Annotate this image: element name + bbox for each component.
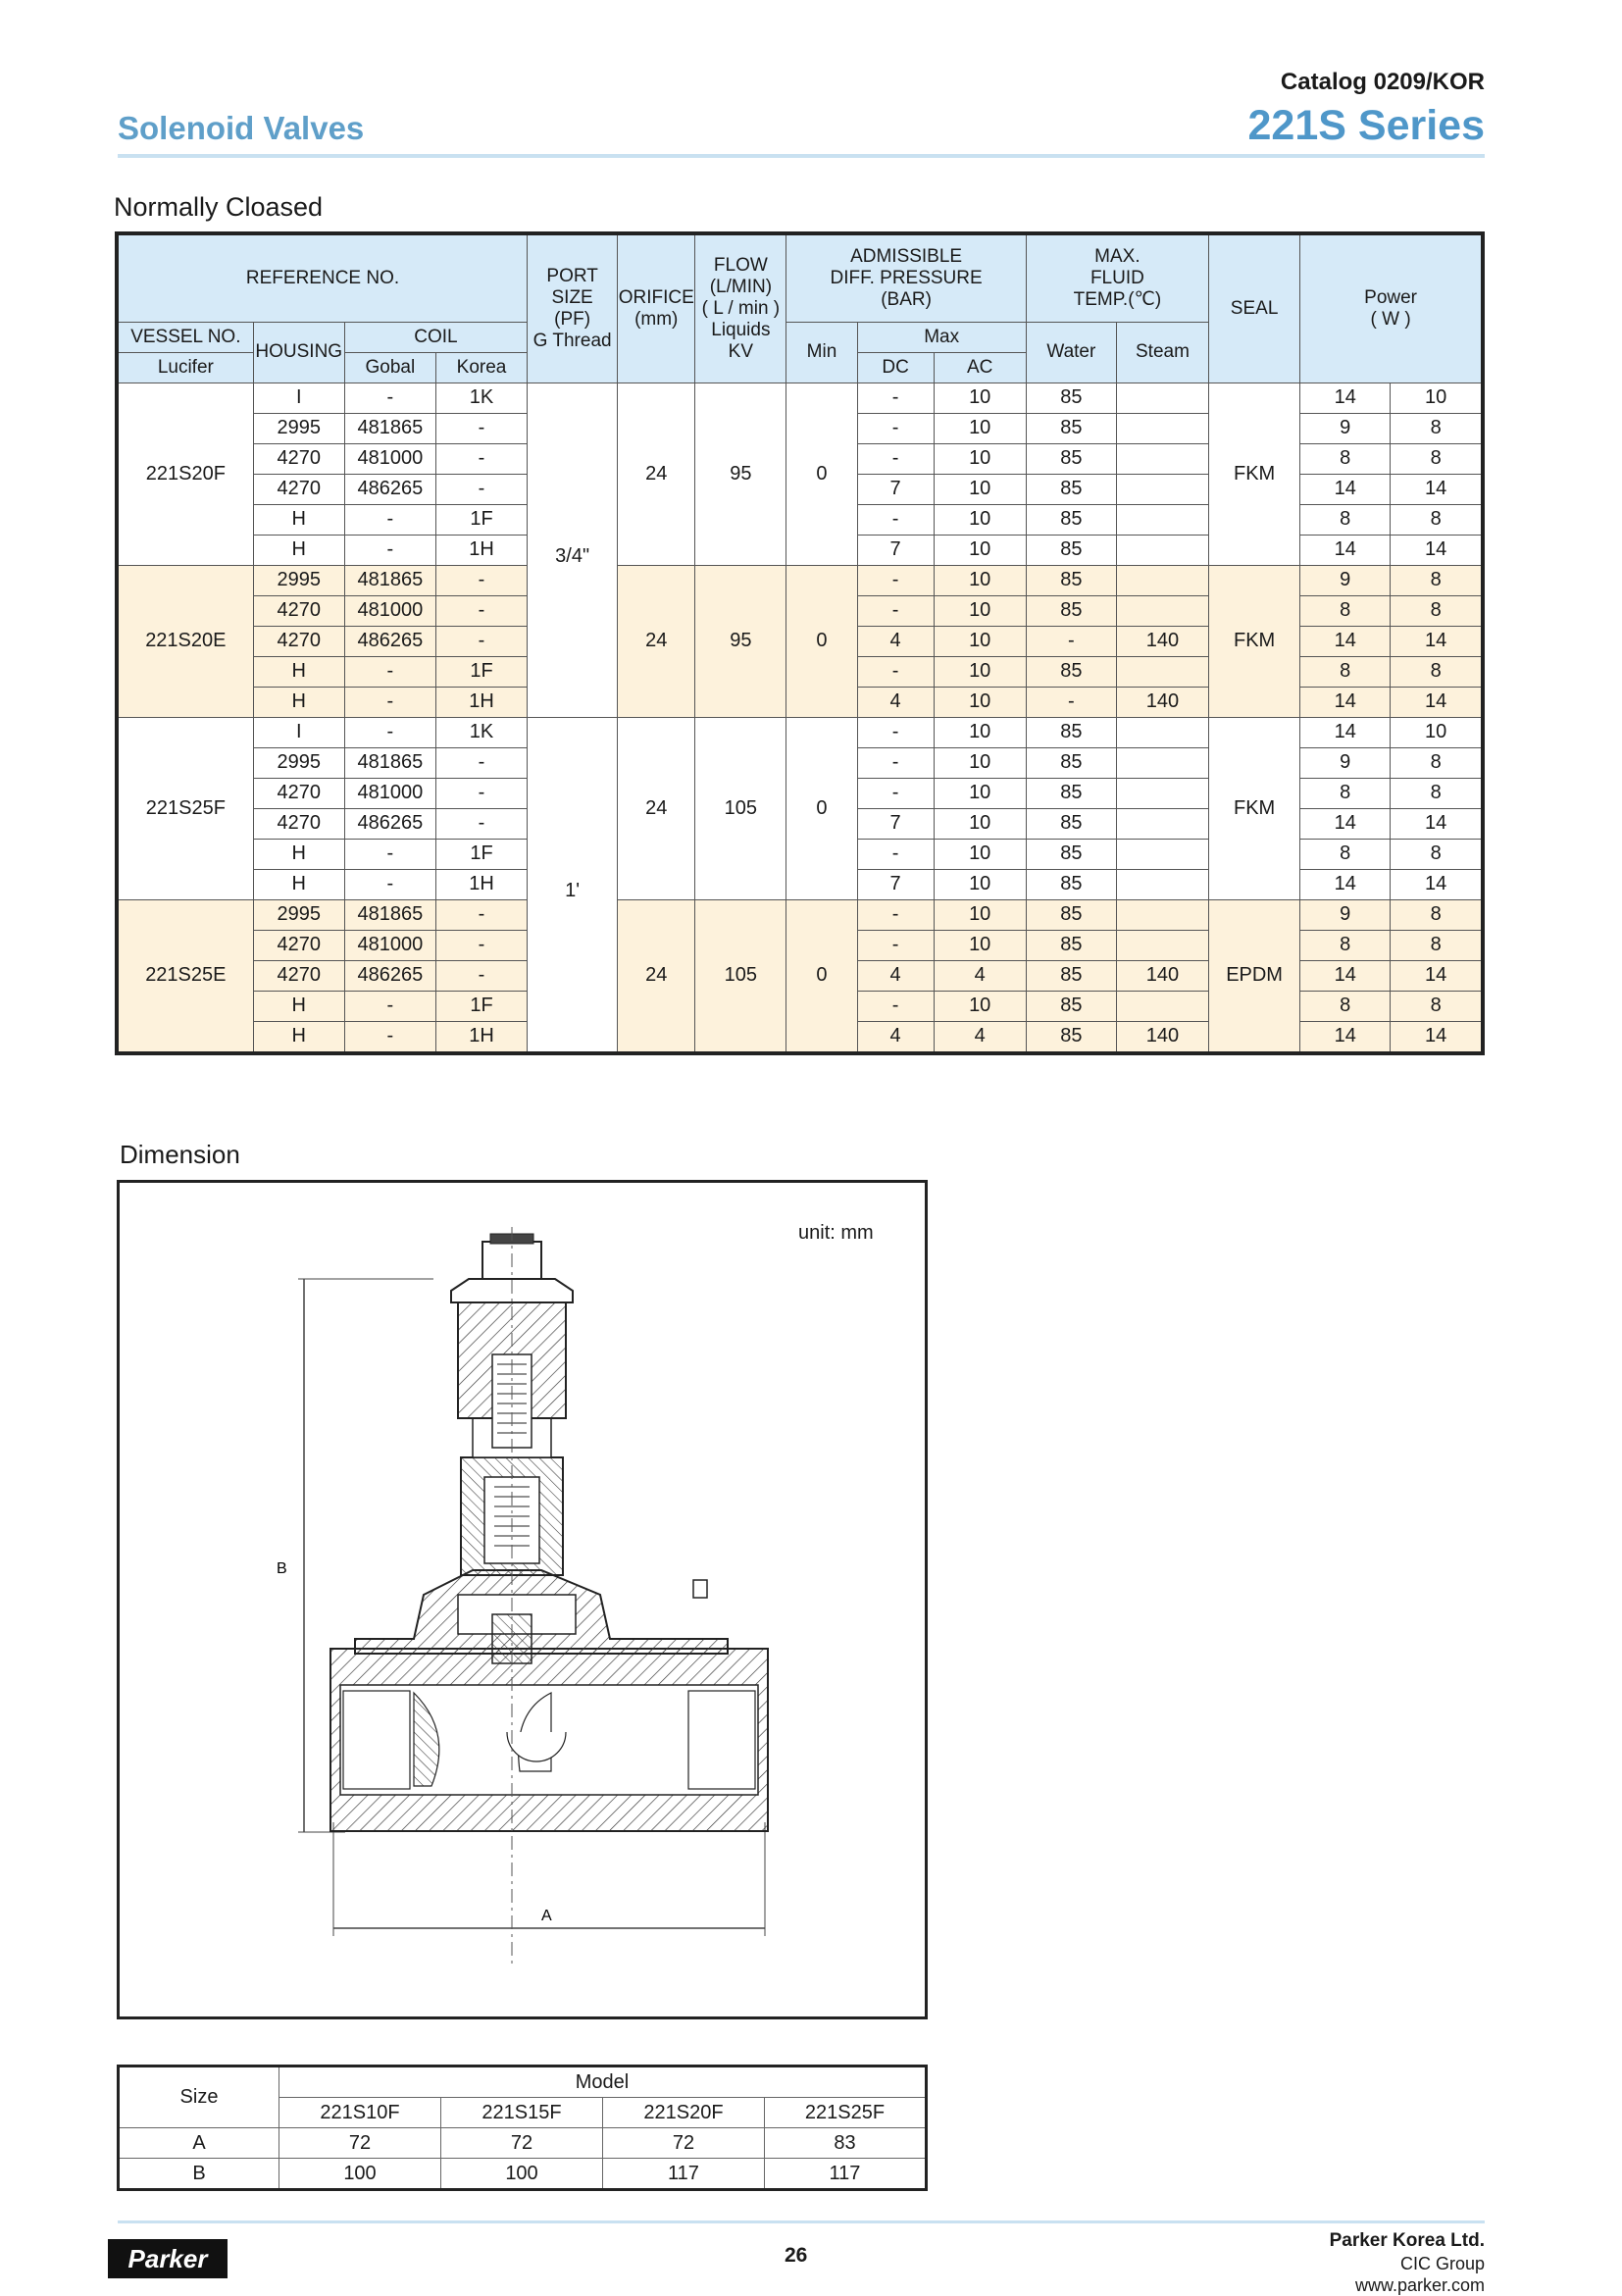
coil-korea-cell: 1F xyxy=(435,991,527,1021)
temp-water-cell: 85 xyxy=(1026,565,1116,595)
housing-cell: H xyxy=(253,687,344,717)
coil-gobal-cell: 481000 xyxy=(344,595,435,626)
housing-cell: H xyxy=(253,869,344,899)
coil-korea-cell: 1F xyxy=(435,656,527,687)
coil-gobal-cell: - xyxy=(344,717,435,747)
temp-steam-cell xyxy=(1116,413,1208,443)
temp-water-cell: 85 xyxy=(1026,413,1116,443)
unit-label: unit: mm xyxy=(798,1222,874,1244)
coil-korea-cell: 1K xyxy=(435,383,527,413)
temp-water-cell: 85 xyxy=(1026,747,1116,778)
coil-gobal-cell: - xyxy=(344,1021,435,1053)
cell-value: 72 xyxy=(441,2128,603,2159)
coil-korea-cell: - xyxy=(435,930,527,960)
table-row xyxy=(117,717,1483,747)
temp-water-cell: 85 xyxy=(1026,383,1116,413)
coil-korea-cell: - xyxy=(435,808,527,839)
coil-korea-cell: - xyxy=(435,474,527,504)
header-vessel-no: VESSEL NO. xyxy=(117,322,253,352)
company-group: CIC Group xyxy=(1399,2254,1485,2273)
row-label: A xyxy=(119,2128,279,2159)
company-url: www.parker.com xyxy=(1354,2275,1485,2295)
header-gobal: Gobal xyxy=(344,352,435,383)
port-size xyxy=(528,383,618,717)
coil-korea-cell: 1H xyxy=(435,1021,527,1053)
coil-gobal-cell: 481865 xyxy=(344,747,435,778)
pressure-ac-cell: 10 xyxy=(934,474,1026,504)
power-dc-cell: 8 xyxy=(1300,504,1391,535)
power-ac-cell: 8 xyxy=(1391,899,1483,930)
pressure-min: 0 xyxy=(786,899,857,1053)
housing-cell: I xyxy=(253,717,344,747)
cell-value: 100 xyxy=(279,2159,441,2190)
temp-steam-cell xyxy=(1116,595,1208,626)
power-ac-cell: 14 xyxy=(1391,808,1483,839)
coil-gobal-cell: 481000 xyxy=(344,443,435,474)
header-coil: COIL xyxy=(344,322,527,352)
temp-steam-cell: 140 xyxy=(1116,1021,1208,1053)
power-dc-cell: 9 xyxy=(1300,565,1391,595)
pressure-dc-cell: - xyxy=(857,383,934,413)
coil-korea-cell: - xyxy=(435,413,527,443)
pressure-ac-cell: 10 xyxy=(934,930,1026,960)
dimension-title: Dimension xyxy=(120,1140,240,1169)
temp-steam-cell xyxy=(1116,747,1208,778)
header-orifice: ORIFICE (mm) xyxy=(618,233,695,383)
pressure-dc-cell: - xyxy=(857,899,934,930)
pressure-ac-cell: 10 xyxy=(934,656,1026,687)
temp-water-cell: - xyxy=(1026,687,1116,717)
housing-cell: 2995 xyxy=(253,565,344,595)
header-korea: Korea xyxy=(435,352,527,383)
header-housing: HOUSING xyxy=(253,322,344,383)
power-ac-cell: 8 xyxy=(1391,991,1483,1021)
pressure-dc-cell: 4 xyxy=(857,626,934,656)
housing-cell: 4270 xyxy=(253,960,344,991)
pressure-dc-cell: 7 xyxy=(857,808,934,839)
header-flow: FLOW (L/MIN) ( L / min ) Liquids KV xyxy=(695,233,786,383)
housing-cell: 4270 xyxy=(253,595,344,626)
pressure-dc-cell: - xyxy=(857,778,934,808)
parker-logo: Parker xyxy=(108,2239,228,2278)
coil-korea-cell: 1H xyxy=(435,869,527,899)
header-steam: Steam xyxy=(1116,322,1208,383)
power-ac-cell: 14 xyxy=(1391,869,1483,899)
seal: FKM xyxy=(1209,717,1300,899)
power-ac-cell: 8 xyxy=(1391,443,1483,474)
temp-steam-cell: 140 xyxy=(1116,687,1208,717)
page-number: 26 xyxy=(785,2244,808,2267)
pressure-ac-cell: 10 xyxy=(934,687,1026,717)
pressure-ac-cell: 10 xyxy=(934,443,1026,474)
power-ac-cell: 14 xyxy=(1391,535,1483,565)
vessel-no: 221S20E xyxy=(117,565,253,717)
coil-korea-cell: - xyxy=(435,595,527,626)
series-title: 221S Series xyxy=(1247,102,1485,149)
row-label: B xyxy=(119,2159,279,2190)
power-dc-cell: 8 xyxy=(1300,778,1391,808)
temp-steam-cell xyxy=(1116,839,1208,869)
coil-korea-cell: - xyxy=(435,899,527,930)
temp-steam-cell xyxy=(1116,443,1208,474)
pressure-min: 0 xyxy=(786,717,857,899)
dimension-row-a xyxy=(119,2128,927,2159)
seal: EPDM xyxy=(1209,899,1300,1053)
housing-cell: H xyxy=(253,656,344,687)
temp-water-cell: 85 xyxy=(1026,717,1116,747)
coil-korea-cell: - xyxy=(435,443,527,474)
pressure-dc-cell: - xyxy=(857,443,934,474)
temp-water-cell: 85 xyxy=(1026,808,1116,839)
power-dc-cell: 14 xyxy=(1300,535,1391,565)
table-row xyxy=(117,383,1483,413)
document-title: Solenoid Valves xyxy=(118,110,365,146)
coil-gobal-cell: 486265 xyxy=(344,960,435,991)
footer-divider xyxy=(118,2220,1485,2223)
cell-value: 83 xyxy=(765,2128,927,2159)
temp-steam-cell xyxy=(1116,899,1208,930)
power-dc-cell: 9 xyxy=(1300,899,1391,930)
model-name: 221S10F xyxy=(279,2098,441,2128)
coil-gobal-cell: - xyxy=(344,656,435,687)
coil-korea-cell: 1H xyxy=(435,535,527,565)
coil-korea-cell: 1H xyxy=(435,687,527,717)
housing-cell: I xyxy=(253,383,344,413)
port-size xyxy=(528,717,618,1053)
dimension-label-a: A xyxy=(541,1908,552,1924)
coil-gobal-cell: 486265 xyxy=(344,808,435,839)
temp-water-cell: - xyxy=(1026,626,1116,656)
power-ac-cell: 8 xyxy=(1391,839,1483,869)
header-seal: SEAL xyxy=(1209,233,1300,383)
pressure-ac-cell: 10 xyxy=(934,747,1026,778)
flow-kv: 105 xyxy=(695,899,786,1053)
coil-gobal-cell: - xyxy=(344,383,435,413)
power-dc-cell: 14 xyxy=(1300,383,1391,413)
pressure-dc-cell: 4 xyxy=(857,960,934,991)
housing-cell: 4270 xyxy=(253,778,344,808)
pressure-ac-cell: 10 xyxy=(934,839,1026,869)
temp-water-cell: 85 xyxy=(1026,899,1116,930)
temp-steam-cell xyxy=(1116,869,1208,899)
housing-cell: 4270 xyxy=(253,474,344,504)
pressure-ac-cell: 10 xyxy=(934,383,1026,413)
coil-gobal-cell: 486265 xyxy=(344,626,435,656)
pressure-ac-cell: 10 xyxy=(934,899,1026,930)
power-ac-cell: 8 xyxy=(1391,595,1483,626)
pressure-dc-cell: 7 xyxy=(857,474,934,504)
power-dc-cell: 14 xyxy=(1300,869,1391,899)
temp-water-cell: 85 xyxy=(1026,839,1116,869)
orifice: 24 xyxy=(618,383,695,565)
pressure-ac-cell: 10 xyxy=(934,413,1026,443)
temp-steam-cell xyxy=(1116,930,1208,960)
power-ac-cell: 14 xyxy=(1391,1021,1483,1053)
power-ac-cell: 14 xyxy=(1391,687,1483,717)
flow-kv: 95 xyxy=(695,565,786,717)
coil-gobal-cell: 481865 xyxy=(344,413,435,443)
housing-cell: H xyxy=(253,991,344,1021)
pressure-min: 0 xyxy=(786,565,857,717)
temp-steam-cell xyxy=(1116,383,1208,413)
temp-water-cell: 85 xyxy=(1026,504,1116,535)
temp-water-cell: 85 xyxy=(1026,656,1116,687)
header-divider xyxy=(118,154,1485,158)
power-dc-cell: 8 xyxy=(1300,839,1391,869)
temp-steam-cell xyxy=(1116,474,1208,504)
coil-gobal-cell: - xyxy=(344,535,435,565)
temp-water-cell: 85 xyxy=(1026,930,1116,960)
table-row xyxy=(117,565,1483,595)
housing-cell: 2995 xyxy=(253,747,344,778)
pressure-dc-cell: - xyxy=(857,565,934,595)
pressure-ac-cell: 10 xyxy=(934,991,1026,1021)
power-ac-cell: 8 xyxy=(1391,504,1483,535)
dimension-label-b: B xyxy=(277,1560,287,1577)
coil-gobal-cell: 486265 xyxy=(344,474,435,504)
header-max: Max xyxy=(857,322,1026,352)
temp-steam-cell xyxy=(1116,565,1208,595)
power-dc-cell: 14 xyxy=(1300,808,1391,839)
power-ac-cell: 10 xyxy=(1391,717,1483,747)
pressure-ac-cell: 4 xyxy=(934,1021,1026,1053)
coil-korea-cell: - xyxy=(435,626,527,656)
port-size-value: 3/4" xyxy=(555,544,590,567)
temp-steam-cell: 140 xyxy=(1116,960,1208,991)
power-dc-cell: 9 xyxy=(1300,413,1391,443)
cell-value: 117 xyxy=(603,2159,765,2190)
model-name: 221S20F xyxy=(603,2098,765,2128)
coil-gobal-cell: - xyxy=(344,687,435,717)
housing-cell: 2995 xyxy=(253,413,344,443)
power-ac-cell: 10 xyxy=(1391,383,1483,413)
company-name: Parker Korea Ltd. xyxy=(1329,2230,1485,2251)
header-temp: MAX. FLUID TEMP.(℃) xyxy=(1026,233,1208,322)
pressure-dc-cell: - xyxy=(857,413,934,443)
header-reference-no: REFERENCE NO. xyxy=(117,233,528,322)
housing-cell: 4270 xyxy=(253,808,344,839)
temp-water-cell: 85 xyxy=(1026,991,1116,1021)
coil-gobal-cell: 481865 xyxy=(344,899,435,930)
coil-gobal-cell: 481000 xyxy=(344,930,435,960)
pressure-ac-cell: 10 xyxy=(934,535,1026,565)
cell-value: 72 xyxy=(603,2128,765,2159)
power-dc-cell: 8 xyxy=(1300,656,1391,687)
temp-water-cell: 85 xyxy=(1026,1021,1116,1053)
power-dc-cell: 14 xyxy=(1300,626,1391,656)
power-dc-cell: 14 xyxy=(1300,474,1391,504)
power-ac-cell: 8 xyxy=(1391,930,1483,960)
vessel-no: 221S25E xyxy=(117,899,253,1053)
temp-water-cell: 85 xyxy=(1026,960,1116,991)
coil-korea-cell: - xyxy=(435,960,527,991)
dimension-row-b xyxy=(119,2159,927,2190)
coil-gobal-cell: - xyxy=(344,991,435,1021)
header-ac: AC xyxy=(934,352,1026,383)
pressure-ac-cell: 10 xyxy=(934,626,1026,656)
pressure-ac-cell: 10 xyxy=(934,778,1026,808)
pressure-ac-cell: 10 xyxy=(934,808,1026,839)
header-min: Min xyxy=(786,322,857,383)
catalog-number: Catalog 0209/KOR xyxy=(1280,69,1485,95)
pressure-dc-cell: - xyxy=(857,839,934,869)
seal: FKM xyxy=(1209,565,1300,717)
temp-water-cell: 85 xyxy=(1026,535,1116,565)
power-ac-cell: 8 xyxy=(1391,413,1483,443)
model-name: 221S15F xyxy=(441,2098,603,2128)
housing-cell: H xyxy=(253,535,344,565)
power-ac-cell: 8 xyxy=(1391,565,1483,595)
temp-water-cell: 85 xyxy=(1026,474,1116,504)
pressure-dc-cell: - xyxy=(857,595,934,626)
coil-gobal-cell: 481865 xyxy=(344,565,435,595)
pressure-dc-cell: - xyxy=(857,747,934,778)
orifice: 24 xyxy=(618,717,695,899)
power-dc-cell: 9 xyxy=(1300,747,1391,778)
header-lucifer: Lucifer xyxy=(117,352,253,383)
header-pressure: ADMISSIBLE DIFF. PRESSURE (BAR) xyxy=(786,233,1026,322)
header-dc: DC xyxy=(857,352,934,383)
pressure-dc-cell: - xyxy=(857,504,934,535)
temp-steam-cell xyxy=(1116,808,1208,839)
section-title: Normally Cloased xyxy=(114,192,324,222)
coil-gobal-cell: - xyxy=(344,869,435,899)
housing-cell: 4270 xyxy=(253,443,344,474)
power-dc-cell: 14 xyxy=(1300,687,1391,717)
pressure-dc-cell: - xyxy=(857,991,934,1021)
cell-value: 72 xyxy=(279,2128,441,2159)
spec-table-head xyxy=(117,233,1483,383)
housing-cell: H xyxy=(253,839,344,869)
pressure-dc-cell: - xyxy=(857,717,934,747)
pressure-ac-cell: 10 xyxy=(934,869,1026,899)
housing-cell: H xyxy=(253,1021,344,1053)
coil-gobal-cell: - xyxy=(344,839,435,869)
pressure-ac-cell: 4 xyxy=(934,960,1026,991)
header-water: Water xyxy=(1026,322,1116,383)
table-row xyxy=(117,899,1483,930)
power-dc-cell: 8 xyxy=(1300,930,1391,960)
orifice: 24 xyxy=(618,565,695,717)
power-dc-cell: 8 xyxy=(1300,595,1391,626)
dimension-table xyxy=(117,2065,928,2191)
housing-cell: H xyxy=(253,504,344,535)
seal: FKM xyxy=(1209,383,1300,565)
power-ac-cell: 14 xyxy=(1391,626,1483,656)
pressure-ac-cell: 10 xyxy=(934,565,1026,595)
temp-steam-cell xyxy=(1116,504,1208,535)
spec-table xyxy=(115,231,1485,1055)
temp-water-cell: 85 xyxy=(1026,778,1116,808)
power-ac-cell: 14 xyxy=(1391,960,1483,991)
temp-water-cell: 85 xyxy=(1026,869,1116,899)
model-name: 221S25F xyxy=(765,2098,927,2128)
coil-gobal-cell: 481000 xyxy=(344,778,435,808)
pressure-dc-cell: 7 xyxy=(857,535,934,565)
power-ac-cell: 14 xyxy=(1391,474,1483,504)
port-size-value: 1' xyxy=(565,879,581,901)
temp-steam-cell xyxy=(1116,991,1208,1021)
temp-steam-cell xyxy=(1116,778,1208,808)
power-ac-cell: 8 xyxy=(1391,747,1483,778)
pressure-ac-cell: 10 xyxy=(934,504,1026,535)
pressure-min: 0 xyxy=(786,383,857,565)
pressure-dc-cell: 4 xyxy=(857,1021,934,1053)
pressure-dc-cell: 7 xyxy=(857,869,934,899)
power-dc-cell: 14 xyxy=(1300,1021,1391,1053)
header-port-size: PORT SIZE (PF) G Thread xyxy=(528,233,618,383)
housing-cell: 4270 xyxy=(253,626,344,656)
cell-value: 117 xyxy=(765,2159,927,2190)
temp-steam-cell xyxy=(1116,535,1208,565)
vessel-no: 221S25F xyxy=(117,717,253,899)
pressure-ac-cell: 10 xyxy=(934,595,1026,626)
power-dc-cell: 8 xyxy=(1300,991,1391,1021)
power-dc-cell: 8 xyxy=(1300,443,1391,474)
cell-value: 100 xyxy=(441,2159,603,2190)
pressure-dc-cell: - xyxy=(857,656,934,687)
power-dc-cell: 14 xyxy=(1300,960,1391,991)
pressure-dc-cell: - xyxy=(857,930,934,960)
model-header: Model xyxy=(279,2066,927,2098)
housing-cell: 2995 xyxy=(253,899,344,930)
temp-water-cell: 85 xyxy=(1026,595,1116,626)
temp-water-cell: 85 xyxy=(1026,443,1116,474)
coil-korea-cell: - xyxy=(435,747,527,778)
coil-gobal-cell: - xyxy=(344,504,435,535)
spec-table-body xyxy=(117,383,1483,1053)
temp-steam-cell: 140 xyxy=(1116,626,1208,656)
power-ac-cell: 8 xyxy=(1391,778,1483,808)
temp-steam-cell xyxy=(1116,656,1208,687)
valve-cross-section-drawing xyxy=(120,1183,925,2016)
coil-korea-cell: 1F xyxy=(435,504,527,535)
coil-korea-cell: 1F xyxy=(435,839,527,869)
orifice: 24 xyxy=(618,899,695,1053)
housing-cell: 4270 xyxy=(253,930,344,960)
coil-korea-cell: 1K xyxy=(435,717,527,747)
power-dc-cell: 14 xyxy=(1300,717,1391,747)
coil-korea-cell: - xyxy=(435,778,527,808)
vessel-no: 221S20F xyxy=(117,383,253,565)
flow-kv: 105 xyxy=(695,717,786,899)
flow-kv: 95 xyxy=(695,383,786,565)
pressure-ac-cell: 10 xyxy=(934,717,1026,747)
temp-steam-cell xyxy=(1116,717,1208,747)
size-header: Size xyxy=(119,2066,279,2128)
coil-korea-cell: - xyxy=(435,565,527,595)
power-ac-cell: 8 xyxy=(1391,656,1483,687)
header-power: Power ( W ) xyxy=(1300,233,1483,383)
pressure-dc-cell: 4 xyxy=(857,687,934,717)
